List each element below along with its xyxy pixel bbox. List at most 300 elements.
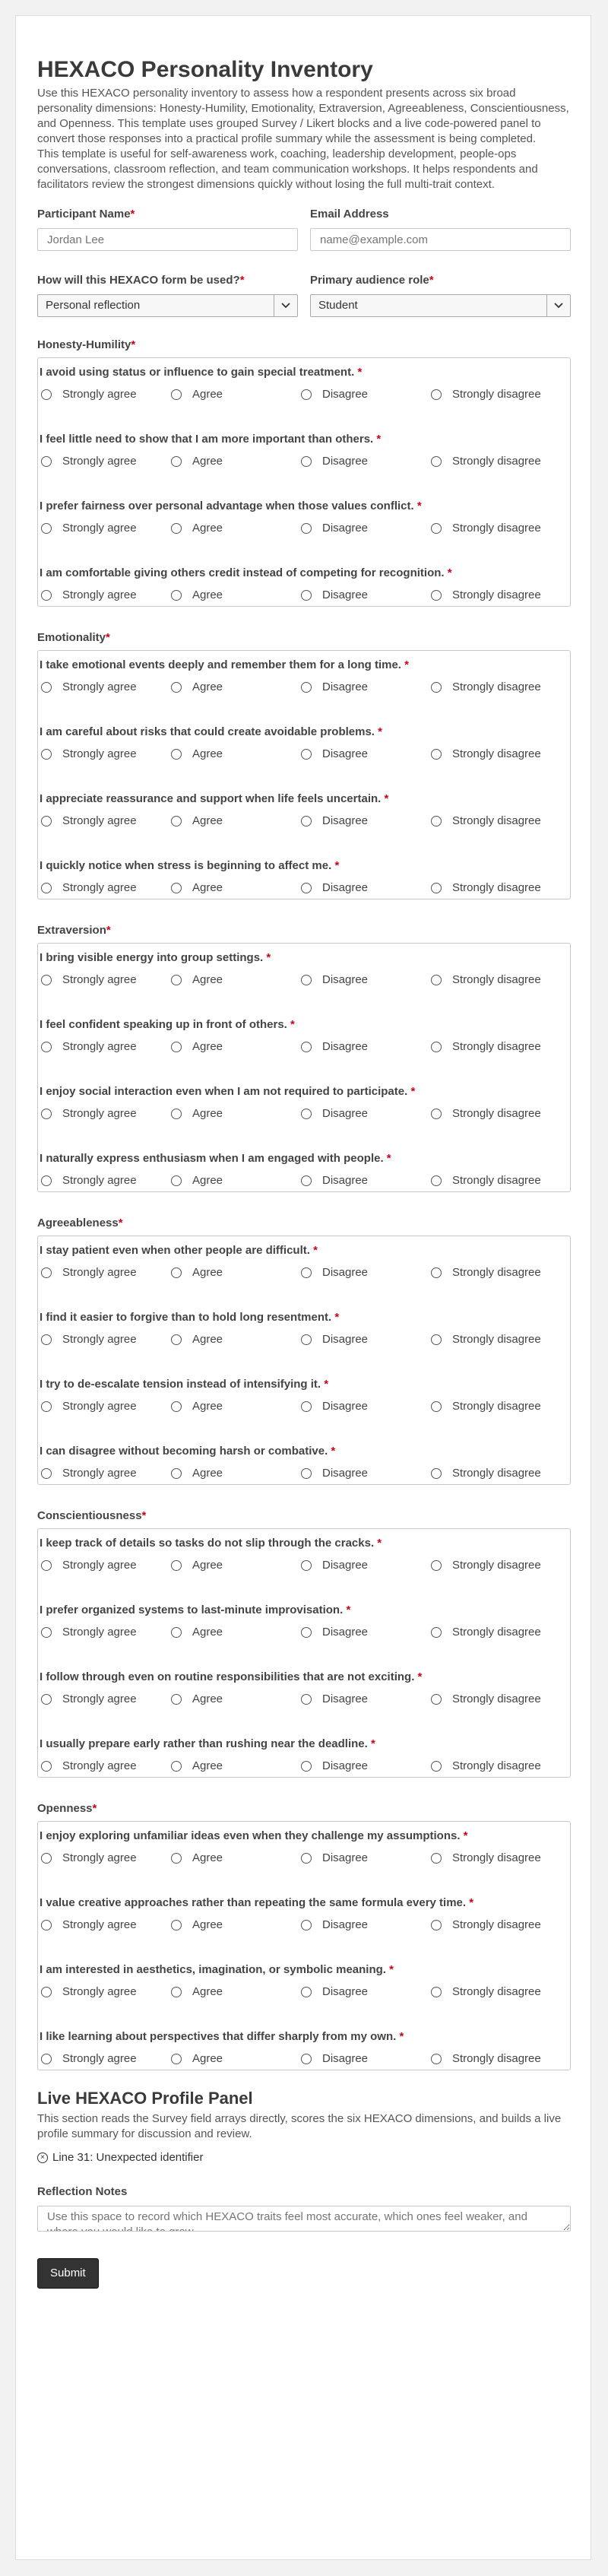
radio-button[interactable] <box>301 1761 312 1772</box>
likert-option[interactable] <box>38 680 168 693</box>
likert-option[interactable] <box>38 747 168 760</box>
radio-button[interactable] <box>301 1627 312 1638</box>
radio-button[interactable] <box>431 1401 442 1412</box>
audience-select-value: Student <box>318 299 358 312</box>
radio-button[interactable] <box>431 1761 442 1772</box>
likert-option[interactable] <box>38 2052 168 2065</box>
likert-group <box>37 1528 571 1778</box>
likert-section <box>37 1217 571 1485</box>
likert-question <box>38 1889 570 1956</box>
likert-option[interactable] <box>38 1626 168 1639</box>
option-label: Agree <box>192 455 223 468</box>
audience-select[interactable] <box>310 294 571 317</box>
option-label: Strongly agree <box>62 1692 137 1705</box>
option-label: Disagree <box>322 973 369 986</box>
likert-option[interactable] <box>428 1985 558 1998</box>
option-label: Strongly disagree <box>452 2052 541 2065</box>
likert-option[interactable] <box>38 1559 168 1572</box>
likert-option[interactable] <box>38 1400 168 1413</box>
radio-button[interactable] <box>171 883 182 893</box>
radio-button[interactable] <box>431 1920 442 1930</box>
option-label: Agree <box>192 1918 223 1931</box>
likert-option[interactable] <box>38 881 168 894</box>
radio-button[interactable] <box>431 1468 442 1479</box>
radio-button[interactable] <box>431 883 442 893</box>
reflection-notes-textarea[interactable] <box>37 2206 571 2232</box>
radio-button[interactable] <box>431 1334 442 1345</box>
likert-group <box>37 1821 571 2070</box>
likert-option[interactable] <box>168 1467 298 1480</box>
radio-button[interactable] <box>301 1267 312 1278</box>
radio-button[interactable] <box>41 523 52 534</box>
option-label: Disagree <box>322 1107 369 1120</box>
radio-button[interactable] <box>41 682 52 693</box>
radio-button[interactable] <box>41 1853 52 1864</box>
radio-button[interactable] <box>431 456 442 467</box>
radio-button[interactable] <box>431 749 442 760</box>
likert-option[interactable] <box>428 1333 558 1346</box>
radio-button[interactable] <box>301 1334 312 1345</box>
radio-button[interactable] <box>171 1175 182 1186</box>
likert-option[interactable] <box>38 1333 168 1346</box>
question-text: I like learning about perspectives that differ sharply from my own. * <box>40 2030 404 2043</box>
radio-button[interactable] <box>171 749 182 760</box>
likert-option[interactable] <box>168 680 298 693</box>
radio-button[interactable] <box>431 1627 442 1638</box>
likert-option[interactable] <box>298 1266 428 1279</box>
likert-option[interactable] <box>168 522 298 535</box>
radio-button[interactable] <box>41 2054 52 2064</box>
likert-option[interactable] <box>298 1851 428 1864</box>
option-label: Disagree <box>322 1759 369 1772</box>
option-label: Strongly agree <box>62 455 137 468</box>
option-label: Disagree <box>322 1626 369 1639</box>
likert-option[interactable] <box>428 455 558 468</box>
likert-group <box>37 943 571 1192</box>
radio-button[interactable] <box>171 2054 182 2064</box>
email-input[interactable] <box>310 228 571 251</box>
radio-button[interactable] <box>301 749 312 760</box>
option-label: Strongly agree <box>62 1918 137 1931</box>
option-label: Agree <box>192 1692 223 1705</box>
likert-option[interactable] <box>428 1692 558 1705</box>
radio-button[interactable] <box>41 1920 52 1930</box>
option-label: Strongly disagree <box>452 973 541 986</box>
question-text: I enjoy exploring unfamiliar ideas even when they challenge my assumptions. * <box>40 1829 468 1842</box>
radio-button[interactable] <box>41 1334 52 1345</box>
section-label: Conscientiousness* <box>37 1509 147 1522</box>
radio-button[interactable] <box>41 749 52 760</box>
likert-option[interactable] <box>298 588 428 601</box>
option-label: Strongly disagree <box>452 814 541 827</box>
radio-button[interactable] <box>431 590 442 601</box>
radio-button[interactable] <box>171 1468 182 1479</box>
likert-question <box>38 1370 570 1437</box>
question-text: I bring visible energy into group settings. * <box>40 951 271 964</box>
likert-option[interactable] <box>428 680 558 693</box>
likert-option[interactable] <box>428 588 558 601</box>
radio-button[interactable] <box>41 1694 52 1705</box>
likert-option[interactable] <box>168 588 298 601</box>
likert-option[interactable] <box>428 1918 558 1931</box>
radio-button[interactable] <box>171 1042 182 1052</box>
option-label: Strongly agree <box>62 1333 137 1346</box>
question-text: I am careful about risks that could create avoidable problems. * <box>40 725 382 738</box>
radio-button[interactable] <box>301 975 312 985</box>
radio-button[interactable] <box>41 1267 52 1278</box>
likert-option[interactable] <box>38 1266 168 1279</box>
option-label: Strongly agree <box>62 1626 137 1639</box>
radio-button[interactable] <box>171 1987 182 1997</box>
radio-button[interactable] <box>41 1109 52 1119</box>
likert-option[interactable] <box>38 455 168 468</box>
likert-option[interactable] <box>298 1692 428 1705</box>
likert-sections <box>37 338 571 2070</box>
likert-option[interactable] <box>38 1467 168 1480</box>
radio-button[interactable] <box>41 1987 52 1997</box>
option-label: Strongly agree <box>62 1400 137 1413</box>
likert-option[interactable] <box>168 388 298 401</box>
likert-option[interactable] <box>168 1626 298 1639</box>
likert-option[interactable] <box>428 1040 558 1053</box>
option-label: Strongly agree <box>62 1174 137 1187</box>
option-label: Strongly disagree <box>452 1467 541 1480</box>
question-text: I prefer organized systems to last-minute improvisation. * <box>40 1604 351 1616</box>
option-label: Strongly agree <box>62 1759 137 1772</box>
radio-button[interactable] <box>431 816 442 826</box>
option-label: Agree <box>192 1174 223 1187</box>
likert-option[interactable] <box>428 1759 558 1772</box>
likert-option[interactable] <box>38 1985 168 1998</box>
question-text: I usually prepare early rather than rushing near the deadline. * <box>40 1737 375 1750</box>
likert-option[interactable] <box>298 973 428 986</box>
likert-option[interactable] <box>38 388 168 401</box>
likert-option[interactable] <box>168 1559 298 1572</box>
radio-button[interactable] <box>41 1627 52 1638</box>
radio-button[interactable] <box>301 1109 312 1119</box>
option-label: Agree <box>192 1333 223 1346</box>
likert-option[interactable] <box>38 1851 168 1864</box>
radio-button[interactable] <box>171 1109 182 1119</box>
likert-question <box>38 651 570 718</box>
radio-button[interactable] <box>171 590 182 601</box>
likert-option[interactable] <box>168 1692 298 1705</box>
likert-question <box>38 718 570 785</box>
participant-field <box>37 208 298 251</box>
audience-field <box>310 274 571 317</box>
likert-option[interactable] <box>168 881 298 894</box>
likert-option[interactable] <box>38 814 168 827</box>
radio-button[interactable] <box>41 590 52 601</box>
radio-button[interactable] <box>171 1853 182 1864</box>
radio-button[interactable] <box>171 1334 182 1345</box>
question-text: I find it easier to forgive than to hold long resentment. * <box>40 1311 340 1324</box>
option-label: Disagree <box>322 388 369 401</box>
radio-button[interactable] <box>301 816 312 826</box>
radio-button[interactable] <box>41 389 52 400</box>
radio-button[interactable] <box>41 1042 52 1052</box>
radio-button[interactable] <box>301 389 312 400</box>
radio-button[interactable] <box>171 1267 182 1278</box>
radio-button[interactable] <box>301 1853 312 1864</box>
radio-button[interactable] <box>431 1042 442 1052</box>
option-label: Strongly agree <box>62 2052 137 2065</box>
question-text: I feel confident speaking up in front of others. * <box>40 1018 295 1031</box>
option-label: Strongly agree <box>62 1266 137 1279</box>
radio-button[interactable] <box>171 1761 182 1772</box>
likert-question <box>38 1730 570 1772</box>
likert-option[interactable] <box>298 1400 428 1413</box>
submit-button[interactable]: Submit <box>37 2258 99 2289</box>
likert-option[interactable] <box>428 814 558 827</box>
question-text: I naturally express enthusiasm when I am engaged with people. * <box>40 1152 391 1165</box>
option-label: Strongly agree <box>62 1040 137 1053</box>
radio-button[interactable] <box>301 2054 312 2064</box>
option-label: Agree <box>192 973 223 986</box>
usage-label: How will this HEXACO form be used?* <box>37 274 245 287</box>
radio-button[interactable] <box>171 389 182 400</box>
likert-option[interactable] <box>168 973 298 986</box>
likert-option[interactable] <box>298 1985 428 1998</box>
radio-button[interactable] <box>431 1560 442 1571</box>
radio-button[interactable] <box>301 456 312 467</box>
likert-option[interactable] <box>38 1692 168 1705</box>
radio-button[interactable] <box>171 456 182 467</box>
question-text: I am interested in aesthetics, imagination, or symbolic meaning. * <box>40 1963 394 1976</box>
likert-option[interactable] <box>428 1266 558 1279</box>
likert-option[interactable] <box>38 973 168 986</box>
question-text: I appreciate reassurance and support when life feels uncertain. * <box>40 792 389 805</box>
likert-option[interactable] <box>38 1918 168 1931</box>
likert-option[interactable] <box>298 1467 428 1480</box>
radio-button[interactable] <box>301 590 312 601</box>
option-label: Strongly disagree <box>452 1266 541 1279</box>
radio-button[interactable] <box>301 1042 312 1052</box>
option-label: Strongly agree <box>62 680 137 693</box>
question-text: I prefer fairness over personal advantage when those values conflict. * <box>40 500 422 512</box>
option-label: Disagree <box>322 1174 369 1187</box>
option-label: Strongly disagree <box>452 1559 541 1572</box>
radio-button[interactable] <box>431 2054 442 2064</box>
likert-option[interactable] <box>168 1333 298 1346</box>
likert-option[interactable] <box>298 1333 428 1346</box>
radio-button[interactable] <box>301 1987 312 1997</box>
option-label: Strongly disagree <box>452 1759 541 1772</box>
likert-group <box>37 357 571 607</box>
likert-option[interactable] <box>428 1467 558 1480</box>
option-label: Strongly disagree <box>452 1040 541 1053</box>
likert-option[interactable] <box>428 388 558 401</box>
likert-option[interactable] <box>168 814 298 827</box>
option-label: Disagree <box>322 2052 369 2065</box>
radio-button[interactable] <box>431 1987 442 1997</box>
participant-label: Participant Name* <box>37 208 135 220</box>
radio-button[interactable] <box>301 1560 312 1571</box>
question-text: I follow through even on routine responsibilities that are not exciting. * <box>40 1670 423 1683</box>
radio-button[interactable] <box>301 523 312 534</box>
likert-option[interactable] <box>298 1107 428 1120</box>
likert-option[interactable] <box>168 1040 298 1053</box>
radio-button[interactable] <box>431 389 442 400</box>
question-text: I am comfortable giving others credit instead of competing for recognition. * <box>40 566 452 579</box>
radio-button[interactable] <box>41 816 52 826</box>
likert-option[interactable] <box>38 1040 168 1053</box>
option-label: Agree <box>192 1626 223 1639</box>
likert-section <box>37 338 571 607</box>
likert-option[interactable] <box>168 1266 298 1279</box>
option-label: Agree <box>192 1400 223 1413</box>
likert-option[interactable] <box>428 881 558 894</box>
option-label: Strongly disagree <box>452 1851 541 1864</box>
radio-button[interactable] <box>171 523 182 534</box>
radio-button[interactable] <box>431 1694 442 1705</box>
option-label: Strongly agree <box>62 1851 137 1864</box>
likert-option[interactable] <box>428 1851 558 1864</box>
radio-button[interactable] <box>41 1401 52 1412</box>
likert-option[interactable] <box>38 588 168 601</box>
option-label: Disagree <box>322 1918 369 1931</box>
option-label: Agree <box>192 1467 223 1480</box>
live-panel <box>37 2089 571 2164</box>
option-label: Strongly disagree <box>452 1985 541 1998</box>
usage-select-value: Personal reflection <box>46 299 141 312</box>
radio-button[interactable] <box>41 1761 52 1772</box>
radio-button[interactable] <box>431 1109 442 1119</box>
chevron-down-icon <box>546 295 570 316</box>
radio-button[interactable] <box>301 1920 312 1930</box>
likert-option[interactable] <box>298 680 428 693</box>
radio-button[interactable] <box>301 1694 312 1705</box>
likert-option[interactable] <box>298 747 428 760</box>
likert-option[interactable] <box>298 2052 428 2065</box>
radio-button[interactable] <box>41 456 52 467</box>
option-label: Agree <box>192 1266 223 1279</box>
likert-option[interactable] <box>298 881 428 894</box>
likert-option[interactable] <box>168 1985 298 1998</box>
option-label: Strongly disagree <box>452 680 541 693</box>
likert-option[interactable] <box>38 1107 168 1120</box>
likert-question <box>38 1596 570 1663</box>
option-label: Disagree <box>322 881 369 894</box>
likert-option[interactable] <box>298 1174 428 1187</box>
option-label: Agree <box>192 522 223 535</box>
radio-button[interactable] <box>171 682 182 693</box>
panel-error <box>37 2151 571 2164</box>
likert-option[interactable] <box>38 1759 168 1772</box>
radio-button[interactable] <box>41 883 52 893</box>
likert-option[interactable] <box>428 1559 558 1572</box>
notes-label: Reflection Notes <box>37 2185 128 2198</box>
radio-button[interactable] <box>171 1627 182 1638</box>
likert-option[interactable] <box>168 1851 298 1864</box>
likert-option[interactable] <box>428 1107 558 1120</box>
likert-option[interactable] <box>298 1626 428 1639</box>
likert-question <box>38 425 570 492</box>
radio-button[interactable] <box>171 1401 182 1412</box>
error-icon: × <box>37 2152 48 2163</box>
radio-button[interactable] <box>301 682 312 693</box>
likert-option[interactable] <box>298 522 428 535</box>
likert-option[interactable] <box>168 1759 298 1772</box>
likert-option[interactable] <box>298 388 428 401</box>
likert-option[interactable] <box>298 1759 428 1772</box>
likert-option[interactable] <box>428 1626 558 1639</box>
likert-option[interactable] <box>168 1918 298 1931</box>
likert-option[interactable] <box>298 1918 428 1931</box>
radio-button[interactable] <box>41 975 52 985</box>
radio-button[interactable] <box>301 883 312 893</box>
likert-option[interactable] <box>428 973 558 986</box>
likert-option[interactable] <box>428 2052 558 2065</box>
radio-button[interactable] <box>431 1853 442 1864</box>
usage-field <box>37 274 298 317</box>
likert-question <box>38 852 570 894</box>
likert-option[interactable] <box>168 2052 298 2065</box>
radio-button[interactable] <box>41 1560 52 1571</box>
radio-button[interactable] <box>171 1920 182 1930</box>
radio-button[interactable] <box>431 682 442 693</box>
likert-option[interactable] <box>428 522 558 535</box>
radio-button[interactable] <box>301 1401 312 1412</box>
likert-option[interactable] <box>168 1107 298 1120</box>
likert-option[interactable] <box>168 455 298 468</box>
radio-button[interactable] <box>301 1175 312 1186</box>
radio-button[interactable] <box>171 975 182 985</box>
radio-button[interactable] <box>171 1560 182 1571</box>
radio-button[interactable] <box>431 523 442 534</box>
usage-select[interactable] <box>37 294 298 317</box>
likert-option[interactable] <box>428 1400 558 1413</box>
radio-button[interactable] <box>41 1468 52 1479</box>
audience-label: Primary audience role* <box>310 274 434 287</box>
likert-option[interactable] <box>428 1174 558 1187</box>
option-label: Strongly disagree <box>452 881 541 894</box>
likert-option[interactable] <box>168 747 298 760</box>
likert-option[interactable] <box>168 1400 298 1413</box>
chevron-down-icon <box>274 295 297 316</box>
likert-option[interactable] <box>298 814 428 827</box>
option-label: Strongly disagree <box>452 1107 541 1120</box>
form-description: Use this HEXACO personality inventory to assess how a respondent presents across six broad personality dimensions: Honesty-Humility, Emotionality, Extraversion, Agreeableness, Conscientiousness, and Openness. This template uses grouped Survey / Likert blocks and a live code-powered panel to convert those responses into a practical profile summary while the assessment is being completed. This template is useful for self-awareness work, coaching, leadership development, people-ops conversations, classroom reflection, and team communication workshops. It helps respondents and facilitators review the strongest dimensions quickly without losing the full multi-trait context. <box>37 87 569 191</box>
radio-button[interactable] <box>41 1175 52 1186</box>
participant-name-input[interactable] <box>37 228 298 251</box>
likert-option[interactable] <box>428 747 558 760</box>
radio-button[interactable] <box>171 816 182 826</box>
radio-button[interactable] <box>431 1175 442 1186</box>
option-label: Agree <box>192 1985 223 1998</box>
radio-button[interactable] <box>431 975 442 985</box>
section-label: Emotionality* <box>37 631 110 644</box>
option-label: Agree <box>192 680 223 693</box>
question-text: I feel little need to show that I am more important than others. * <box>40 433 382 446</box>
option-label: Disagree <box>322 522 369 535</box>
radio-button[interactable] <box>301 1468 312 1479</box>
option-label: Disagree <box>322 747 369 760</box>
likert-question <box>38 2022 570 2065</box>
radio-button[interactable] <box>171 1694 182 1705</box>
likert-question <box>38 1303 570 1370</box>
section-label: Openness* <box>37 1802 97 1815</box>
option-label: Agree <box>192 1559 223 1572</box>
radio-button[interactable] <box>431 1267 442 1278</box>
likert-option[interactable] <box>38 522 168 535</box>
likert-group <box>37 1236 571 1485</box>
likert-option[interactable] <box>298 455 428 468</box>
likert-option[interactable] <box>168 1174 298 1187</box>
likert-option[interactable] <box>298 1559 428 1572</box>
likert-option[interactable] <box>38 1174 168 1187</box>
likert-option[interactable] <box>298 1040 428 1053</box>
